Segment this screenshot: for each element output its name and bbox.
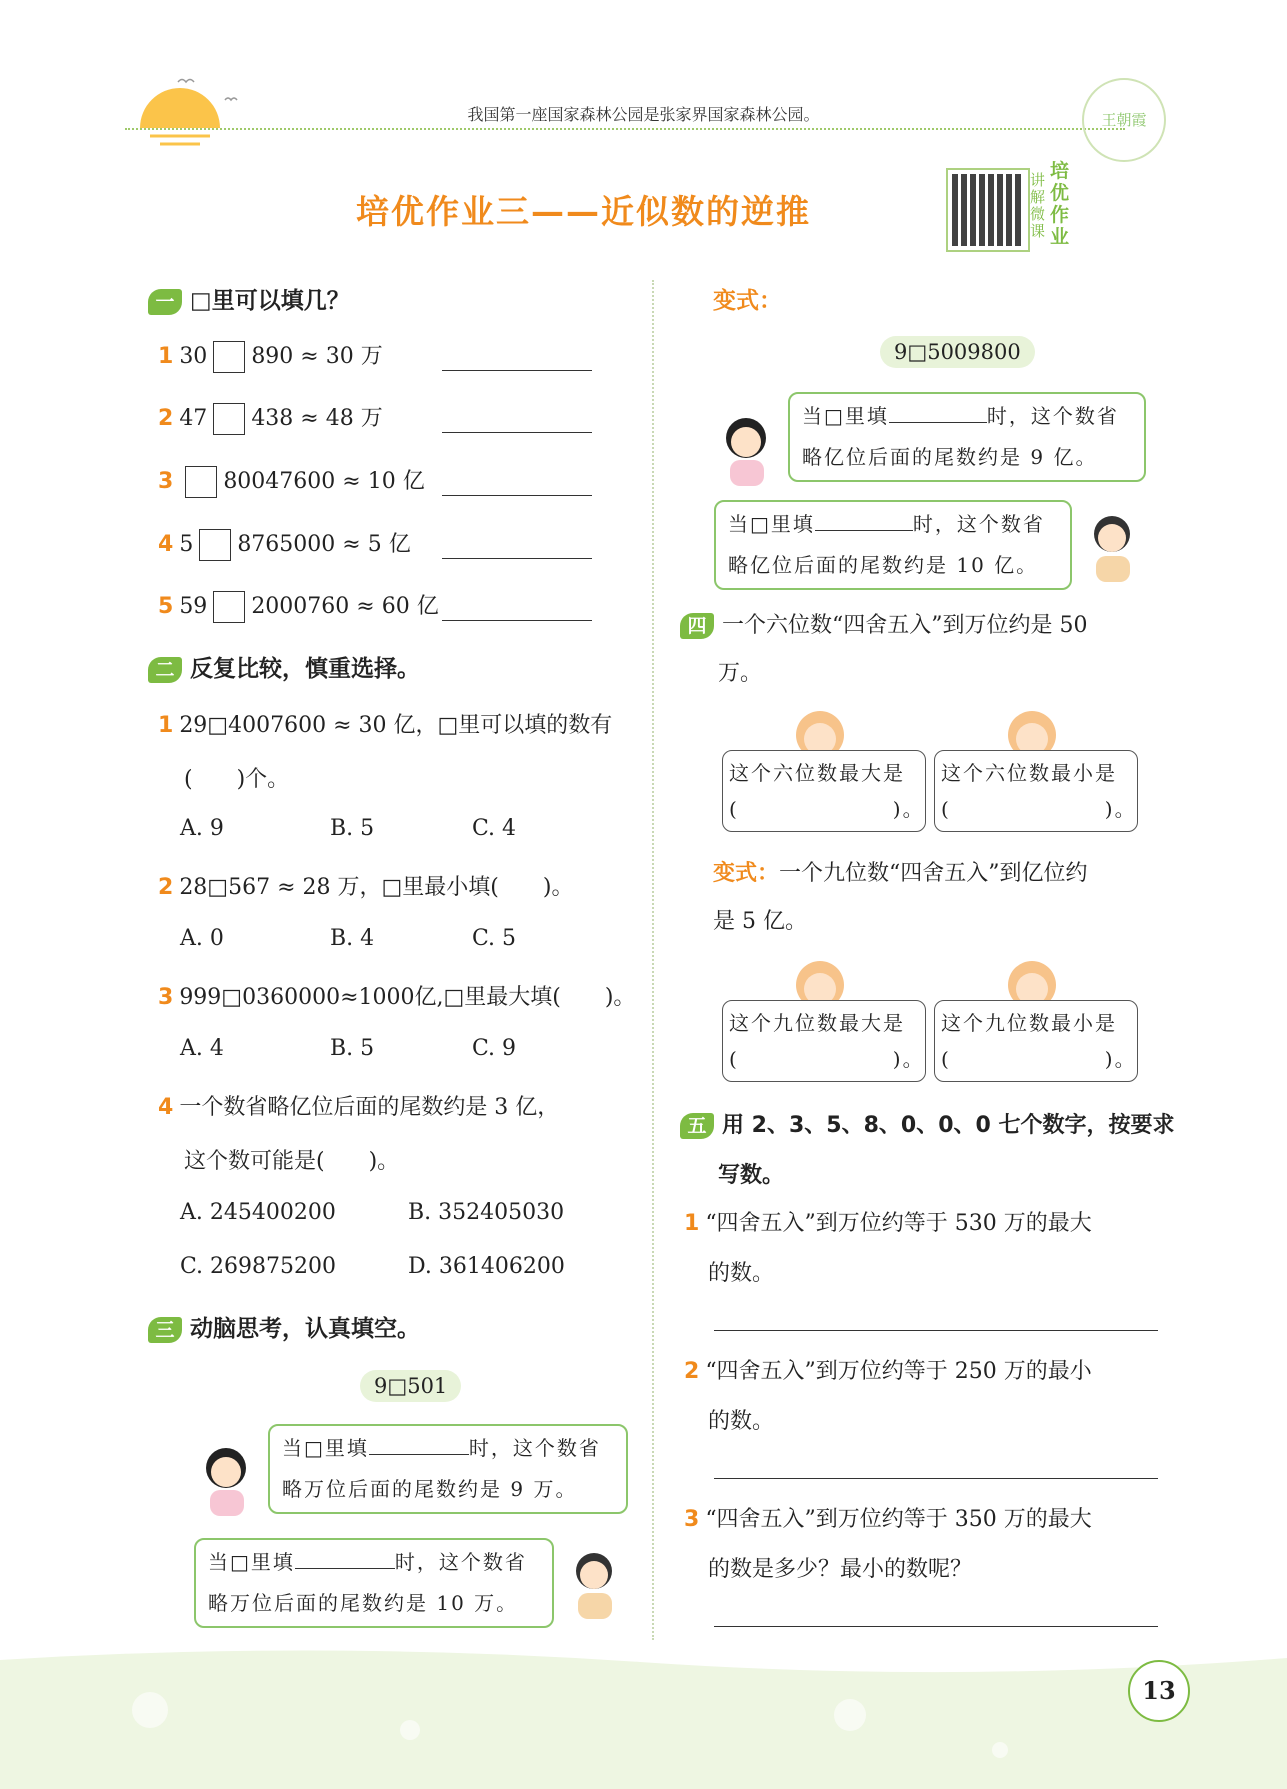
girl-avatar <box>712 410 782 490</box>
bubble-text: 时，这个数省 <box>986 404 1119 428</box>
footer-background <box>0 1640 1287 1789</box>
question-text: “四舍五入”到万位约等于 530 万的最大 <box>705 1211 1092 1236</box>
fill-box[interactable] <box>185 466 217 498</box>
number-prefix: 47 <box>179 406 208 431</box>
option-d[interactable]: D. 361406200 <box>408 1254 565 1279</box>
item-number: 3 <box>158 985 174 1010</box>
card-text: 这个九位数最大是 <box>729 1011 905 1035</box>
item-number: 1 <box>684 1211 700 1236</box>
card-text: 这个九位数最小是 <box>941 1011 1117 1035</box>
s2-q4 <box>158 1090 559 1121</box>
variant2-label: 变式： <box>713 861 780 886</box>
section5-title-cont: 写数。 <box>718 1163 785 1188</box>
bubble-text: 略亿位后面的尾数约是 10 亿。 <box>728 553 1039 577</box>
card-text: 这个六位数最小是 <box>941 761 1117 785</box>
blank-line[interactable] <box>815 508 913 531</box>
boy-avatar <box>560 1545 630 1625</box>
option-a[interactable]: A. 9 <box>180 816 224 841</box>
option-b[interactable]: B. 352405030 <box>408 1200 565 1225</box>
question-text: 一个数省略亿位后面的尾数约是 3 亿， <box>179 1095 560 1120</box>
variant2-text-cont: 是 5 亿。 <box>713 909 807 934</box>
answer-card-3 <box>722 1000 926 1082</box>
section4-text: 一个六位数“四舍五入”到万位约是 50 <box>722 613 1088 638</box>
item-number: 1 <box>158 713 174 738</box>
brand-logo-text: 王朝霞 <box>1101 111 1147 129</box>
section2-title: 反复比较，慎重选择。 <box>190 656 420 682</box>
question-text: “四舍五入”到万位约等于 250 万的最小 <box>705 1359 1092 1384</box>
answer-card-4 <box>934 1000 1138 1082</box>
speech-bubble-2 <box>194 1538 554 1628</box>
number-pill: 9□501 <box>360 1370 461 1402</box>
column-divider <box>652 280 654 1640</box>
section2-heading <box>148 650 420 683</box>
number-prefix: 5 <box>179 532 194 557</box>
blank-line[interactable] <box>889 400 987 423</box>
option-c[interactable]: C. 4 <box>472 816 517 841</box>
s5-q3-cont: 的数是多少？最小的数呢？ <box>708 1557 973 1582</box>
number-pill: 9□5009800 <box>880 336 1035 368</box>
option-a[interactable]: A. 0 <box>180 926 224 951</box>
answer-line-2[interactable] <box>442 432 592 433</box>
section1-title: □里可以填几？ <box>190 288 350 314</box>
cartoon-head-icon <box>1002 955 1062 1003</box>
s1-item-2 <box>158 401 383 435</box>
option-b[interactable]: B. 5 <box>330 1036 375 1061</box>
qr-label-right: 培优作业 <box>1050 160 1070 248</box>
bubble-text: 时，这个数省 <box>468 1436 601 1460</box>
number-suffix: 2000760 ≈ 60 亿 <box>251 594 439 619</box>
s5-q1-cont: 的数。 <box>708 1261 775 1286</box>
answer-line-s5-1[interactable] <box>714 1330 1158 1331</box>
section5-badge: 五 <box>680 1113 714 1139</box>
speech-bubble-3 <box>788 392 1146 482</box>
card-answer[interactable]: ( )。 <box>729 797 925 821</box>
card-text: 这个六位数最大是 <box>729 761 905 785</box>
page-title <box>0 186 1287 233</box>
question-text: 28□567 ≈ 28 万，□里最小填( )。 <box>179 875 574 900</box>
option-c[interactable]: C. 5 <box>472 926 517 951</box>
item-number: 2 <box>158 406 174 431</box>
variant1-label: 变式： <box>713 288 782 314</box>
item-number: 3 <box>158 469 174 494</box>
bubble-text: 当□里填 <box>728 512 815 536</box>
bubble-text: 当□里填 <box>802 404 889 428</box>
variant2-text: 一个九位数“四舍五入”到亿位约 <box>779 861 1088 886</box>
item-number: 5 <box>158 594 174 619</box>
answer-line-5[interactable] <box>442 620 592 621</box>
option-b[interactable]: B. 5 <box>330 816 375 841</box>
number-suffix: 438 ≈ 48 万 <box>251 406 383 431</box>
number-suffix: 8765000 ≈ 5 亿 <box>237 532 411 557</box>
bubble-text: 略万位后面的尾数约是 10 万。 <box>208 1591 519 1615</box>
speech-bubble-4 <box>714 500 1072 590</box>
item-number: 3 <box>684 1507 700 1532</box>
s2-q1-cont: ( )个。 <box>184 767 290 792</box>
bubble-text: 当□里填 <box>208 1550 295 1574</box>
s5-q2-cont: 的数。 <box>708 1409 775 1434</box>
s2-q4-cont: 这个数可能是( )。 <box>184 1149 400 1174</box>
section3-badge: 三 <box>148 1317 182 1343</box>
item-number: 2 <box>684 1359 700 1384</box>
bubble-text: 略亿位后面的尾数约是 9 亿。 <box>802 445 1098 469</box>
blank-line[interactable] <box>295 1546 395 1569</box>
fill-box[interactable] <box>213 341 245 373</box>
section4-badge: 四 <box>680 613 714 639</box>
bubble-text: 当□里填 <box>282 1436 369 1460</box>
s1-item-3 <box>158 464 425 498</box>
section5-title: 用 2、3、5、8、0、0、0 七个数字，按要求 <box>722 1113 1175 1138</box>
card-answer[interactable]: ( )。 <box>729 1047 925 1071</box>
number-prefix: 30 <box>179 344 208 369</box>
section3-heading <box>148 1310 420 1343</box>
answer-card-1 <box>722 750 926 832</box>
answer-line-1[interactable] <box>442 370 592 371</box>
option-b[interactable]: B. 4 <box>330 926 375 951</box>
s2-q3 <box>158 980 635 1011</box>
brand-logo <box>1082 78 1166 162</box>
item-number: 1 <box>158 344 174 369</box>
cartoon-head-icon <box>790 705 850 753</box>
s1-item-1 <box>158 339 383 373</box>
option-a[interactable]: A. 245400200 <box>180 1200 336 1225</box>
section4-text-cont: 万。 <box>718 661 763 686</box>
question-text: “四舍五入”到万位约等于 350 万的最大 <box>705 1507 1092 1532</box>
s2-q1 <box>158 708 612 739</box>
answer-line-3[interactable] <box>442 495 592 496</box>
page-number-badge <box>1128 1660 1190 1722</box>
cartoon-head-icon <box>1002 705 1062 753</box>
speech-bubble-1 <box>268 1424 628 1514</box>
number-suffix: 890 ≈ 30 万 <box>251 344 383 369</box>
fill-box[interactable] <box>213 591 245 623</box>
answer-line-4[interactable] <box>442 558 592 559</box>
bubble-text: 时，这个数省 <box>912 512 1045 536</box>
s1-item-5 <box>158 589 439 623</box>
s5-q2 <box>684 1354 1092 1385</box>
question-text: 999□0360000≈1000亿,□里最大填( )。 <box>179 985 636 1010</box>
number-suffix: 80047600 ≈ 10 亿 <box>223 469 425 494</box>
page-title-text: 培优作业三——近似数的逆推 <box>356 192 811 231</box>
bubble-text: 时，这个数省 <box>394 1550 527 1574</box>
s2-q2 <box>158 870 573 901</box>
number-prefix: 59 <box>179 594 208 619</box>
s5-q3 <box>684 1502 1092 1533</box>
section1-heading <box>148 282 350 315</box>
answer-card-2 <box>934 750 1138 832</box>
question-text: 29□4007600 ≈ 30 亿，□里可以填的数有 <box>179 713 613 738</box>
bubble-text: 略万位后面的尾数约是 9 万。 <box>282 1477 578 1501</box>
girl-avatar <box>192 1440 262 1520</box>
option-c[interactable]: C. 9 <box>472 1036 517 1061</box>
card-answer[interactable]: ( )。 <box>941 797 1137 821</box>
qr-label-left: 讲解微课 <box>1030 171 1046 240</box>
section5-heading <box>680 1108 1174 1139</box>
fill-box[interactable] <box>199 529 231 561</box>
section2-badge: 二 <box>148 657 182 683</box>
s5-q1 <box>684 1206 1092 1237</box>
blank-line[interactable] <box>369 1432 469 1455</box>
page-number: 13 <box>1142 1676 1176 1705</box>
section3-title: 动脑思考，认真填空。 <box>190 1316 420 1342</box>
item-number: 4 <box>158 1095 174 1120</box>
qr-code[interactable] <box>948 170 1028 250</box>
top-note: 我国第一座国家森林公园是张家界国家森林公园。 <box>467 105 820 124</box>
variant2-line <box>713 856 1088 887</box>
answer-line-s5-2[interactable] <box>714 1478 1158 1479</box>
section4-heading <box>680 608 1087 639</box>
card-answer[interactable]: ( )。 <box>941 1047 1137 1071</box>
answer-line-s5-3[interactable] <box>714 1626 1158 1627</box>
option-a[interactable]: A. 4 <box>180 1036 224 1061</box>
item-number: 2 <box>158 875 174 900</box>
cartoon-head-icon <box>790 955 850 1003</box>
fill-box[interactable] <box>213 403 245 435</box>
header-divider <box>125 128 1125 130</box>
item-number: 4 <box>158 532 174 557</box>
boy-avatar <box>1078 508 1148 588</box>
s1-item-4 <box>158 527 411 561</box>
section1-badge: 一 <box>148 289 182 315</box>
option-c[interactable]: C. 269875200 <box>180 1254 337 1279</box>
